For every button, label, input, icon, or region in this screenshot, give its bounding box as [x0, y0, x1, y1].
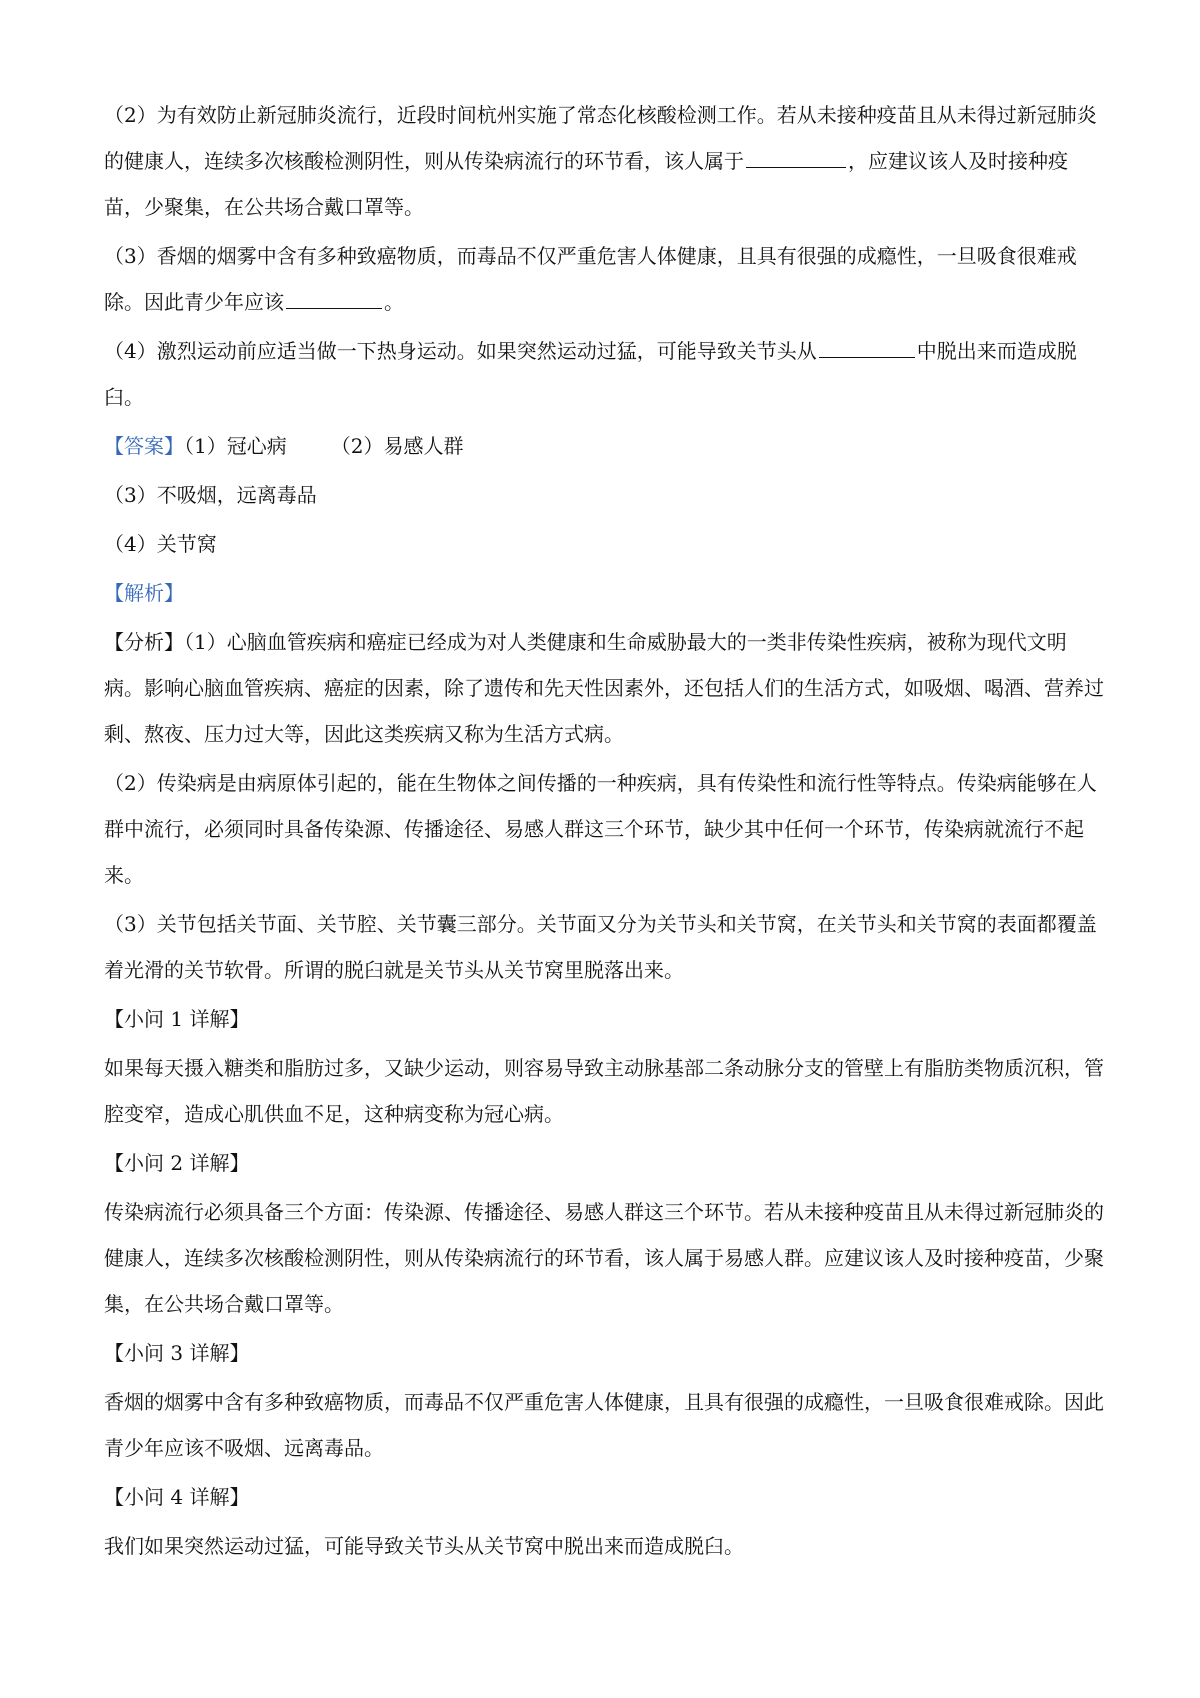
sub-question-4-body: 我们如果突然运动过猛，可能导致关节头从关节窝中脱出来而造成脱臼。	[104, 1534, 744, 1558]
analysis-fenxi-3: （3）关节包括关节面、关节腔、关节囊三部分。关节面又分为关节头和关节窝，在关节头和关节窝的表面都覆盖着光滑的关节软骨。所谓的脱臼就是关节头从关节窝里脱落出来。	[104, 912, 1097, 982]
document-content	[104, 92, 1104, 1569]
fenxi-tag: 【分析】	[104, 630, 184, 654]
answer-2: （2）易感人群	[330, 434, 464, 458]
question-4-text-b: 中脱出来而造成脱臼。	[104, 339, 1077, 409]
answer-4: （4）关节窝	[104, 532, 217, 556]
sub-question-3-body: 香烟的烟雾中含有多种致癌物质，而毒品不仅严重危害人体健康，且具有很强的成瘾性，一旦吸食很难戒除。因此青少年应该不吸烟、远离毒品。	[104, 1390, 1104, 1460]
answer-3: （3）不吸烟，远离毒品	[104, 483, 317, 507]
sub-question-4-heading: 【小问 4 详解】	[104, 1485, 250, 1509]
answer-tag: 【答案】	[104, 434, 184, 458]
analysis-fenxi-2: （2）传染病是由病原体引起的，能在生物体之间传播的一种疾病，具有传染性和流行性等特点。传染病能够在人群中流行，必须同时具备传染源、传播途径、易感人群这三个环节，缺少其中任何一个环节，传染病就流行不起来。	[104, 771, 1097, 887]
analysis-tag: 【解析】	[104, 581, 184, 605]
answer-blank-3	[286, 307, 382, 309]
question-4-text-a: （4）激烈运动前应适当做一下热身运动。如果突然运动过猛，可能导致关节头从	[104, 339, 817, 363]
question-4	[104, 328, 1104, 420]
sub-question-1-heading: 【小问 1 详解】	[104, 1007, 250, 1031]
fenxi-1-text: （1）心脑血管疾病和癌症已经成为对人类健康和生命威胁最大的一类非传染性疾病，被称为现代文明病。影响心脑血管疾病、癌症的因素，除了遗传和先天性因素外，还包括人们的生活方式，如吸烟、喝酒、营养过剩、熬夜、压力过大等，因此这类疾病又称为生活方式病。	[104, 630, 1104, 746]
question-3-text-b: 。	[384, 290, 404, 314]
sub-question-2-heading: 【小问 2 详解】	[104, 1151, 250, 1175]
question-2	[104, 92, 1104, 230]
sub-question-3-heading: 【小问 3 详解】	[104, 1341, 250, 1365]
sub-question-1-body: 如果每天摄入糖类和脂肪过多，又缺少运动，则容易导致主动脉基部二条动脉分支的管壁上有脂肪类物质沉积，管腔变窄，造成心肌供血不足，这种病变称为冠心病。	[104, 1056, 1104, 1126]
sub-question-2-body: 传染病流行必须具备三个方面：传染源、传播途径、易感人群这三个环节。若从未接种疫苗且从未得过新冠肺炎的健康人，连续多次核酸检测阴性，则从传染病流行的环节看，该人属于易感人群。应建议该人及时接种疫苗，少聚集，在公共场合戴口罩等。	[104, 1200, 1104, 1316]
answer-blank-2	[746, 166, 846, 168]
question-3	[104, 233, 1104, 325]
answer-blank-4	[819, 356, 915, 358]
answer-line-1	[104, 423, 1104, 469]
answer-1: （1）冠心病	[184, 434, 287, 458]
question-2-text-a: （2）为有效防止新冠肺炎流行，近段时间杭州实施了常态化核酸检测工作。若从未接种疫苗且从未得过新冠肺炎的健康人，连续多次核酸检测阴性，则从传染病流行的环节看，该人属于	[104, 103, 1097, 173]
question-2-text-b: ，应建议该人及时接种疫苗，少聚集，在公共场合戴口罩等。	[104, 149, 1068, 219]
analysis-fenxi-1	[104, 619, 1104, 757]
question-3-text-a: （3）香烟的烟雾中含有多种致癌物质，而毒品不仅严重危害人体健康，且具有很强的成瘾性，一旦吸食很难戒除。因此青少年应该	[104, 244, 1077, 314]
